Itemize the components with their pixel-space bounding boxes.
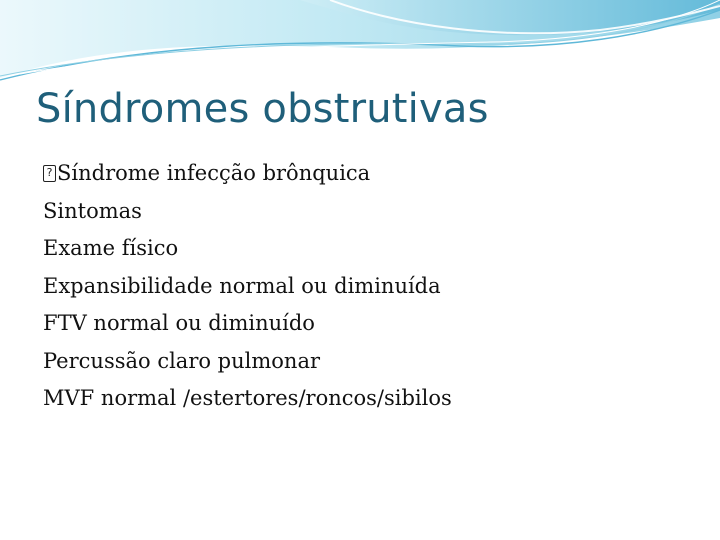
list-item	[43, 155, 683, 193]
list-item: FTV normal ou diminuído	[43, 311, 315, 335]
list-item: Percussão claro pulmonar	[43, 348, 321, 373]
slide-title: Síndromes obstrutivas	[36, 86, 489, 132]
header-wave-decoration	[0, 0, 720, 90]
list-item: Expansibilidade normal ou diminuída	[43, 273, 441, 298]
list-item-text: Síndrome infecção brônquica	[57, 161, 371, 185]
slide-body	[43, 155, 683, 418]
list-item: Sintomas	[43, 198, 142, 223]
missing-glyph-box-icon	[43, 165, 56, 182]
list-item: Exame físico	[43, 236, 179, 260]
list-item: MVF normal /estertores/roncos/sibilos	[43, 386, 452, 410]
